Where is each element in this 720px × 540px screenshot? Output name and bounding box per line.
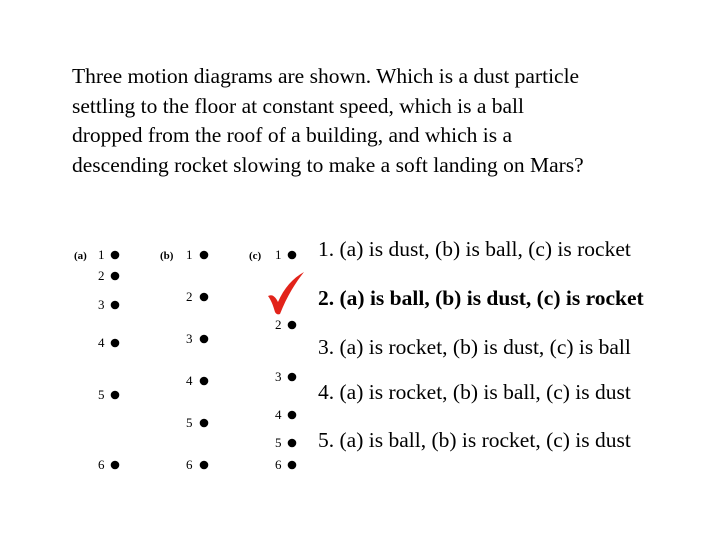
diagram-b-tick: 2 [186,289,193,304]
answer-choice-1[interactable]: 1. (a) is dust, (b) is ball, (c) is rocket [318,237,631,261]
diagram-c-tick: 3 [275,369,282,384]
position-dot [111,251,120,260]
diagram-b-tick: 5 [186,415,193,430]
diagram-c-tick: 2 [275,317,282,332]
question-line: Three motion diagrams are shown. Which is a dust particle [72,64,580,88]
position-dot [288,373,297,382]
position-dot [288,251,297,260]
position-dot [111,301,120,310]
diagram-a-tick: 1 [98,247,105,262]
diagram-a-tick: 6 [98,457,105,472]
question-line: dropped from the roof of a building, and which is a [72,123,513,147]
question-line: descending rocket slowing to make a soft landing on Mars? [72,152,584,177]
diagram-b-tick: 1 [186,247,193,262]
diagram-c-tick: 1 [275,247,282,262]
diagram-c-tick: 5 [275,435,282,450]
position-dot [288,439,297,448]
position-dot [288,461,297,470]
position-dot [111,391,120,400]
motion-diagram-b [160,247,208,472]
question-line: settling to the floor at constant speed, which is a ball [72,93,524,118]
position-dot [200,293,209,302]
answer-choice-5[interactable]: 5. (a) is ball, (b) is rocket, (c) is dust [318,428,631,452]
diagram-a-tick: 5 [98,387,105,402]
diagram-a-tick: 4 [98,335,105,350]
position-dot [111,272,120,281]
position-dot [288,411,297,420]
answer-choice-3[interactable]: 3. (a) is rocket, (b) is dust, (c) is ball [318,335,631,359]
diagram-label-a: (a) [74,250,87,262]
position-dot [200,461,209,470]
diagram-c-tick: 4 [275,407,282,422]
diagram-b-tick: 6 [186,457,193,472]
position-dot [288,321,297,330]
position-dot [200,335,209,344]
position-dot [200,251,209,260]
checkmark-shape [268,272,304,314]
answer-choice-2[interactable]: 2. (a) is ball, (b) is dust, (c) is rocket [318,286,644,310]
diagram-a-tick: 2 [98,268,105,283]
position-dot [200,377,209,386]
diagram-b-tick: 4 [186,373,193,388]
position-dot [111,339,120,348]
diagram-label-b: (b) [160,250,174,262]
correct-answer-checkmark-icon [266,272,306,316]
diagram-a-tick: 3 [98,297,105,312]
diagram-label-c: (c) [249,250,262,262]
diagram-c-tick: 6 [275,457,282,472]
answer-choice-4[interactable]: 4. (a) is rocket, (b) is ball, (c) is dust [318,380,631,404]
diagram-b-tick: 3 [186,331,193,346]
position-dot [200,419,209,428]
motion-diagram-a [74,247,119,472]
position-dot [111,461,120,470]
